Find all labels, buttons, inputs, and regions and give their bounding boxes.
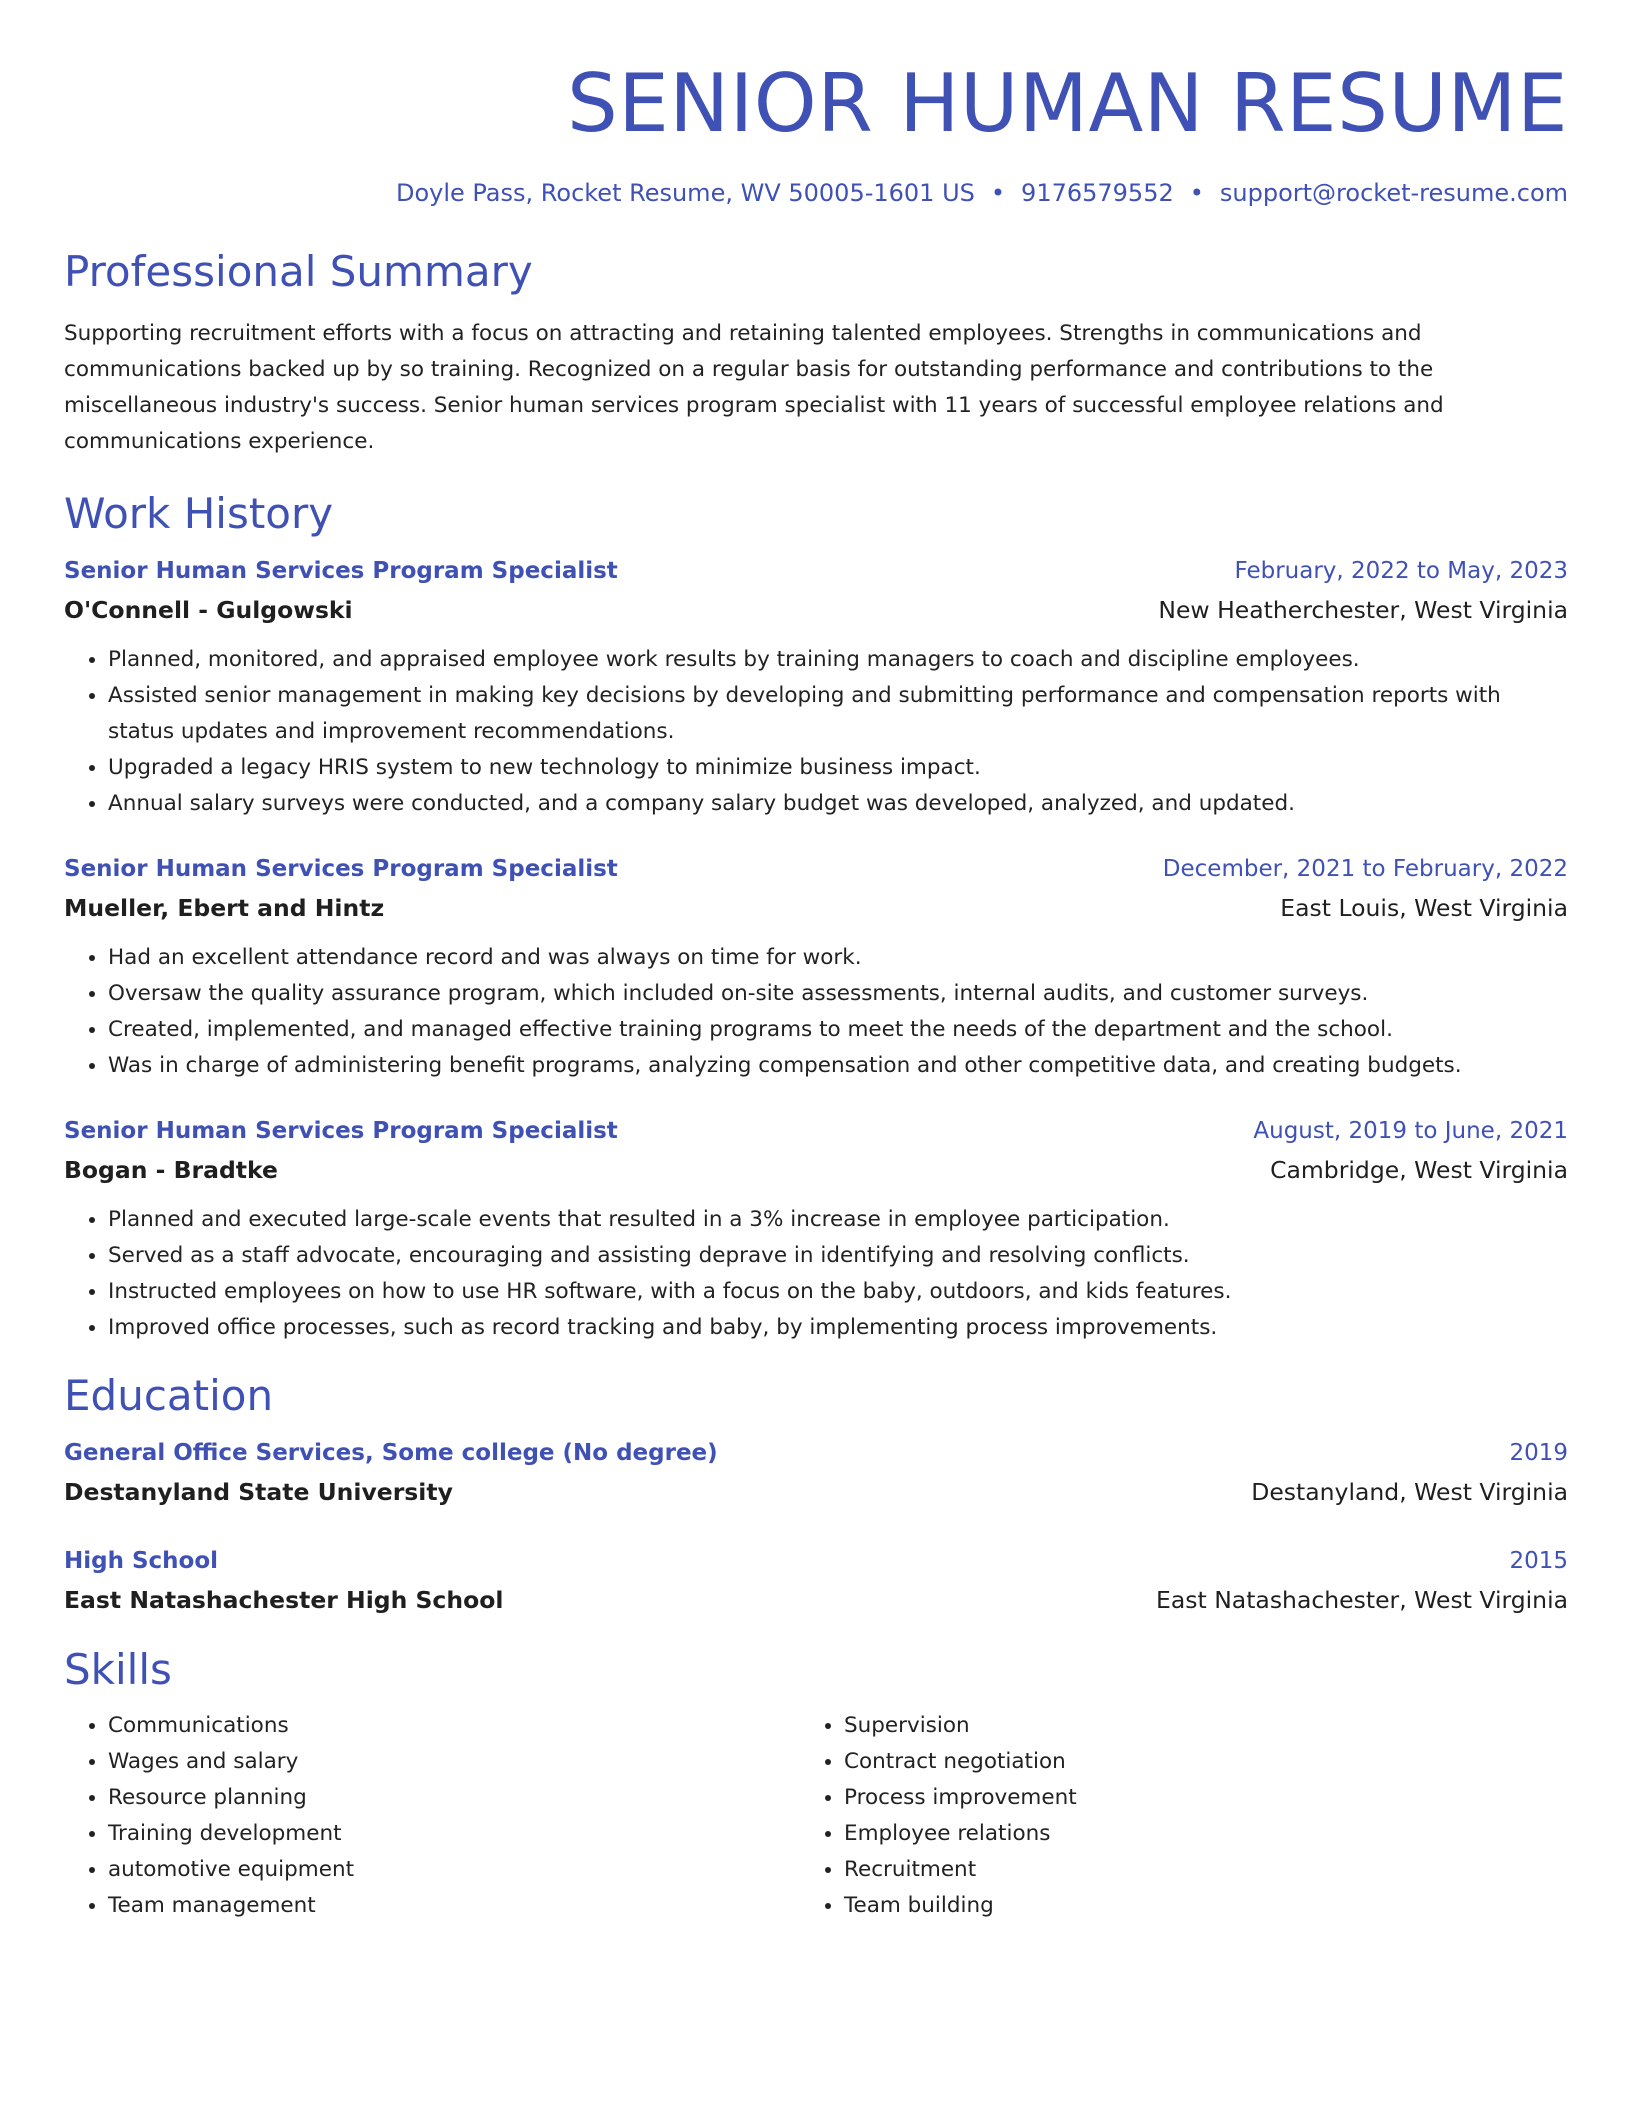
- job-location: New Heatherchester, West Virginia: [1158, 596, 1568, 624]
- resume-header: [64, 54, 1568, 210]
- education-section: [64, 1368, 1568, 1620]
- education-entry: [64, 1434, 1568, 1512]
- job-bullets: [64, 642, 1568, 822]
- education-school: Destanyland State University: [64, 1478, 453, 1506]
- job-bullet: • Assisted senior management in making key decisions by developing and submitting performance and compensation reports with status updates and improvement recommendations.: [108, 678, 1568, 750]
- skill-item: • Recruitment: [844, 1852, 1536, 1888]
- skill-item: • Process improvement: [844, 1780, 1536, 1816]
- skill-item: • Employee relations: [844, 1816, 1536, 1852]
- education-year: 2019: [1509, 1440, 1568, 1466]
- job-bullet: • Annual salary surveys were conducted, and a company salary budget was developed, analyzed, and updated.: [108, 786, 1568, 822]
- job-bullet: • Instructed employees on how to use HR software, with a focus on the baby, outdoors, and kids features.: [108, 1274, 1568, 1310]
- job-entry: [64, 1112, 1568, 1346]
- job-title: Senior Human Services Program Specialist: [64, 558, 618, 584]
- job-dates: February, 2022 to May, 2023: [1234, 558, 1568, 584]
- job-bullet: • Created, implemented, and managed effective training programs to meet the needs of the department and the school.: [108, 1012, 1568, 1048]
- contact-separator: •: [990, 179, 1006, 207]
- education-location: East Natashachester, West Virginia: [1156, 1586, 1568, 1614]
- education-heading: Education: [64, 1371, 274, 1420]
- job-dates: August, 2019 to June, 2021: [1253, 1118, 1568, 1144]
- job-location: East Louis, West Virginia: [1280, 894, 1568, 922]
- job-bullet: • Was in charge of administering benefit programs, analyzing compensation and other competitive data, and creating budgets.: [108, 1048, 1568, 1084]
- contact-phone: 9176579552: [1021, 179, 1174, 207]
- job-bullets: [64, 1202, 1568, 1346]
- job-entry: [64, 850, 1568, 1084]
- education-entry: [64, 1542, 1568, 1620]
- job-bullet: • Improved office processes, such as record tracking and baby, by implementing process improvements.: [108, 1310, 1568, 1346]
- skill-item: • Team building: [844, 1888, 1536, 1924]
- job-company: Mueller, Ebert and Hintz: [64, 894, 385, 922]
- summary-heading: Professional Summary: [64, 247, 533, 296]
- job-dates: December, 2021 to February, 2022: [1162, 856, 1568, 882]
- skill-item: • Communications: [108, 1708, 800, 1744]
- skill-item: • Supervision: [844, 1708, 1536, 1744]
- job-location: Cambridge, West Virginia: [1270, 1156, 1568, 1184]
- skills-section: [64, 1642, 1568, 1924]
- job-company: Bogan - Bradtke: [64, 1156, 278, 1184]
- skills-column-left: [64, 1708, 800, 1924]
- skill-item: • automotive equipment: [108, 1852, 800, 1888]
- summary-text: Supporting recruitment efforts with a focus on attracting and retaining talented employees. Strengths in communications and communications backed up by so training. Recognized on a regular basis for outstanding performance and contributions to the miscellaneous industry's success. Senior human services program specialist with 11 years of successful employee relations and communications experience.: [64, 321, 1444, 454]
- contact-line: [64, 176, 1568, 210]
- education-degree: High School: [64, 1548, 219, 1574]
- work-history-heading: Work History: [64, 489, 334, 538]
- job-company: O'Connell - Gulgowski: [64, 596, 353, 624]
- skill-item: • Resource planning: [108, 1780, 800, 1816]
- job-bullet: • Oversaw the quality assurance program, which included on-site assessments, internal audits, and customer surveys.: [108, 976, 1568, 1012]
- job-bullet: • Planned and executed large-scale events that resulted in a 3% increase in employee participation.: [108, 1202, 1568, 1238]
- job-title: Senior Human Services Program Specialist: [64, 856, 618, 882]
- education-year: 2015: [1509, 1548, 1568, 1574]
- job-title: Senior Human Services Program Specialist: [64, 1118, 618, 1144]
- job-bullet: • Had an excellent attendance record and was always on time for work.: [108, 940, 1568, 976]
- skill-item: • Team management: [108, 1888, 800, 1924]
- skill-item: • Contract negotiation: [844, 1744, 1536, 1780]
- education-degree: General Office Services, Some college (No degree): [64, 1440, 718, 1466]
- resume-title: SENIOR HUMAN RESUME: [566, 57, 1568, 150]
- job-entry: [64, 552, 1568, 822]
- education-location: Destanyland, West Virginia: [1251, 1478, 1568, 1506]
- contact-address: Doyle Pass, Rocket Resume, WV 50005-1601 US: [395, 179, 975, 207]
- skills-column-right: [800, 1708, 1536, 1924]
- skill-item: • Wages and salary: [108, 1744, 800, 1780]
- skills-grid: [64, 1708, 1568, 1924]
- contact-email[interactable]: support@rocket-resume.com: [1219, 179, 1568, 207]
- skills-heading: Skills: [64, 1645, 172, 1694]
- work-history-section: [64, 486, 1568, 1346]
- summary-section: [64, 244, 1568, 460]
- job-bullet: • Upgraded a legacy HRIS system to new technology to minimize business impact.: [108, 750, 1568, 786]
- skill-item: • Training development: [108, 1816, 800, 1852]
- education-school: East Natashachester High School: [64, 1586, 504, 1614]
- job-bullet: • Served as a staff advocate, encouraging and assisting deprave in identifying and resolving conflicts.: [108, 1238, 1568, 1274]
- job-bullets: [64, 940, 1568, 1084]
- job-bullet: • Planned, monitored, and appraised employee work results by training managers to coach and discipline employees.: [108, 642, 1568, 678]
- contact-separator: •: [1189, 179, 1204, 207]
